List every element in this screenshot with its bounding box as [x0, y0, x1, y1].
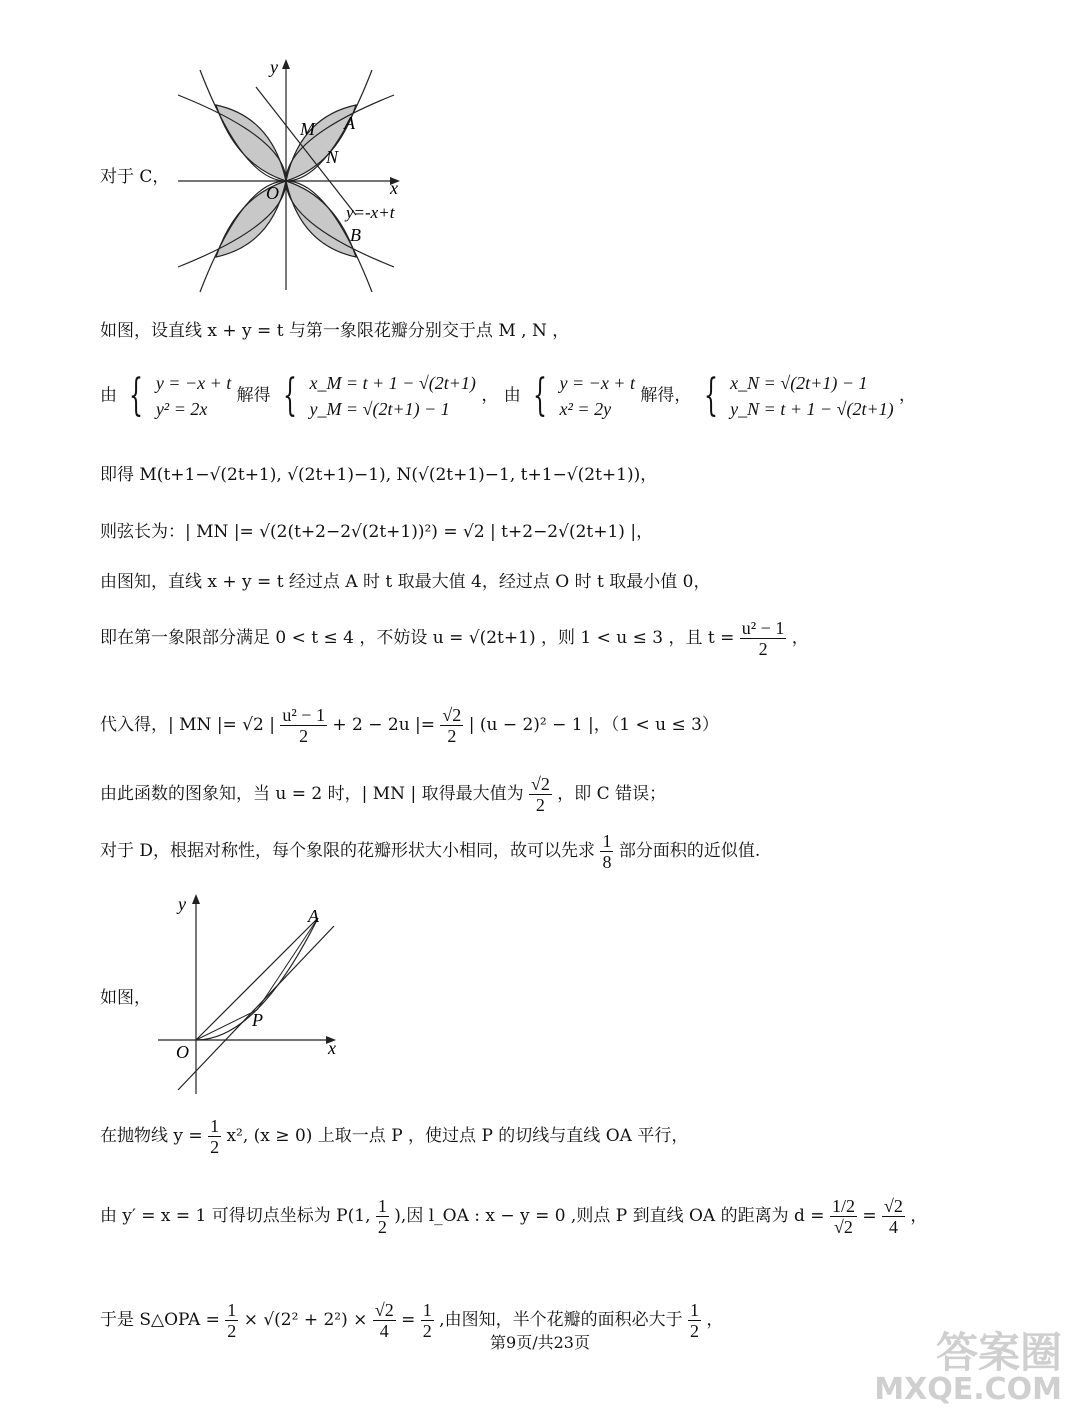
petal-figure: [160, 55, 420, 300]
label-A: A: [344, 113, 355, 133]
label-x: x: [328, 1038, 336, 1058]
line-11: 由 y′ = x = 1 可得切点坐标为 P(1, $\frac{1}{2}$ ),因 l_OA : x − y = 0 ,则点 P 到直线 OA 的距离为 d = $\frac{1/2}{√2}$ = $\frac{√2}{4}$ ，: [100, 1196, 928, 1237]
label-A: A: [308, 906, 319, 926]
label-B: B: [350, 225, 361, 245]
segment-PA: [257, 918, 318, 1010]
label-x: x: [390, 178, 398, 198]
y-axis-arrow: [192, 894, 200, 904]
watermark-title: 答案圈: [935, 1328, 1062, 1377]
line-3: 即得 M(t+1−√(2t+1), √(2t+1)−1), N(√(2t+1)−1, t+1−√(2t+1))，: [100, 465, 658, 485]
line-9: 对于 D，根据对称性，每个象限的花瓣形状大小相同，故可以先求 $\frac{1}{8}$ 部分面积的近似值.: [100, 831, 761, 872]
line-5: 由图知，直线 x + y = t 经过点 A 时 t 取最大值 4，经过点 O 时 t 取最小值 0，: [100, 572, 711, 592]
line-2: 由 { y = −x + t y² = 2x 解得 { x_M = t + 1 − √(2t+1) y_M = √(2t+1) − 1 ， 由 { y = −x + t x² = 2y 解得， { x_N = √(2t+1) − 1 y_N = t + 1 − √(2t+1) ，: [100, 370, 917, 421]
intro-fig2: 如图，: [100, 988, 151, 1008]
watermark-url: MXQE.COM: [874, 1372, 1062, 1407]
line-1: 如图，设直线 x + y = t 与第一象限花瓣分别交于点 M , N ，: [100, 321, 570, 341]
label-O: O: [176, 1042, 189, 1062]
line-8: 由此函数的图象知，当 u = 2 时，| MN | 取得最大值为 $\frac{√2}{2}$ ，即 C 错误；: [100, 774, 667, 815]
tangent-line: [178, 926, 334, 1090]
line-7: 代入得，| MN |= √2 | $\frac{\text{u² − 1}}{2}$ + 2 − 2u |= $\frac{√2}{2}$ | (u − 2)² − 1 |，（1 < u ≤ 3）: [100, 705, 719, 746]
line-4: 则弦长为：| MN |= √(2(t+2−2√(2t+1))²) = √2 | t+2−2√(2t+1) |，: [100, 522, 654, 542]
line-12: 于是 S△OPA = $\frac{1}{2}$ × √(2² + 2²) × $\frac{√2}{4}$ = $\frac{1}{2}$ ,由图知，半个花瓣的面积必大于 $\frac{1}{2}$ ，: [100, 1300, 724, 1341]
segment-OP: [196, 1010, 257, 1040]
label-line: y=-x+t: [346, 203, 395, 222]
intro-c: 对于 C，: [100, 167, 170, 187]
line-10: 在抛物线 y = $\frac{1}{2}$ x², (x ≥ 0) 上取一点 P ，使过点 P 的切线与直线 OA 平行，: [100, 1116, 689, 1157]
label-P: P: [252, 1010, 263, 1030]
y-axis-arrow: [282, 59, 290, 69]
label-N: N: [326, 147, 339, 167]
page-footer: 第9页/共23页: [490, 1333, 590, 1352]
label-M: M: [300, 119, 315, 139]
line-6: 即在第一象限部分满足 0 < t ≤ 4 ，不妨设 u = √(2t+1) ，则 1 < u ≤ 3 ，且 t = $\frac{\text{u² − 1}}{2}$ ，: [100, 618, 809, 659]
label-O: O: [266, 183, 279, 203]
label-y: y: [178, 894, 186, 914]
petal-q2: [216, 105, 286, 181]
tangent-figure: [150, 888, 350, 1100]
label-y: y: [270, 57, 278, 77]
